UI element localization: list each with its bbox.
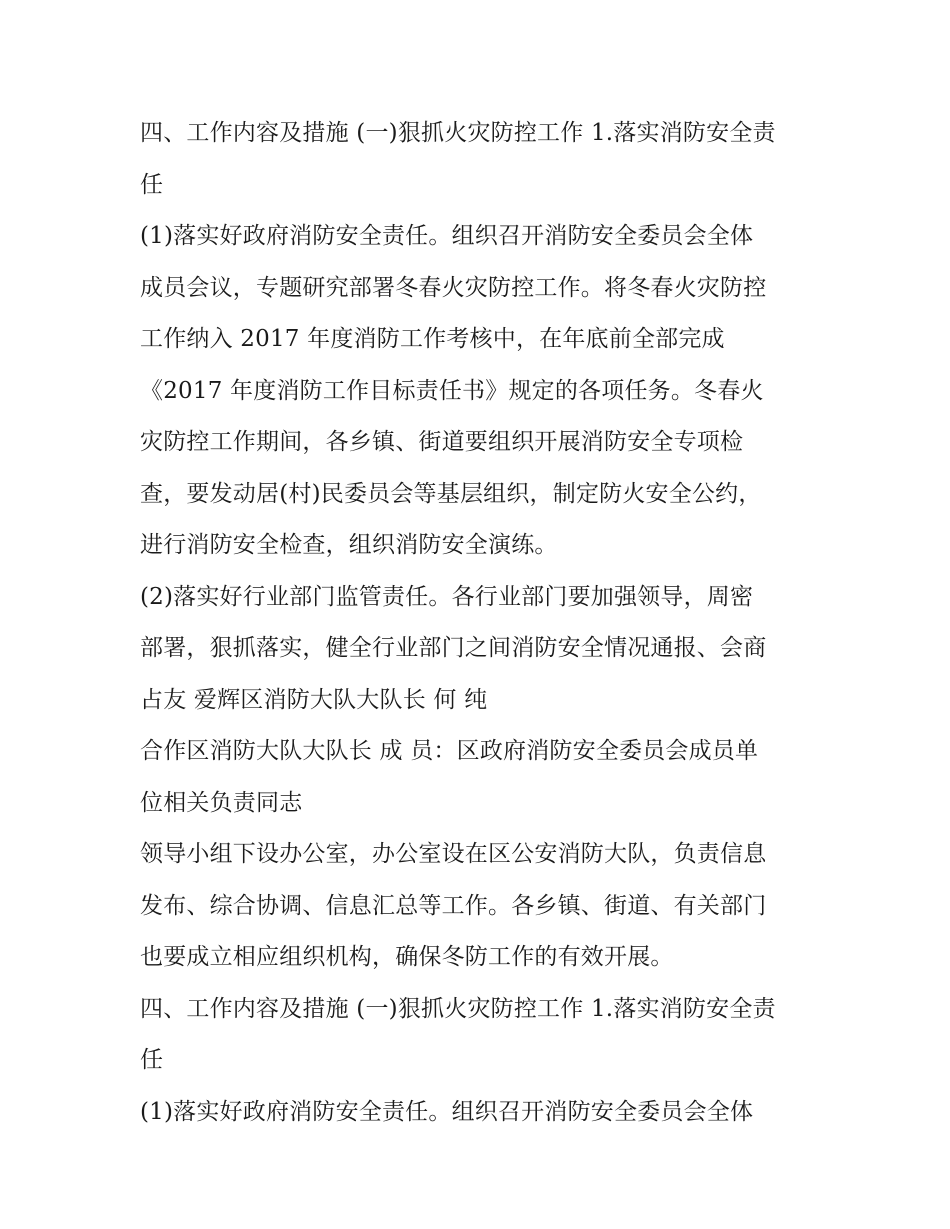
- text-line: 占友 爱辉区消防大队大队长 何 纯: [140, 686, 488, 713]
- text-line: 四、工作内容及措施 (一)狠抓火灾防控工作 1.落实消防安全责: [140, 995, 776, 1022]
- text-line: 领导小组下设办公室，办公室设在区公安消防大队，负责信息: [140, 841, 767, 867]
- text-line: 合作区消防大队大队长 成 员：区政府消防安全委员会成员单: [140, 738, 759, 764]
- text-line: 发布、综合协调、信息汇总等工作。各乡镇、街道、有关部门: [140, 892, 767, 919]
- text-line: 也要成立相应组织机构，确保冬防工作的有效开展。: [140, 944, 674, 970]
- text-line: 查，要发动居(村)民委员会等基层组织，制定防火安全公约，: [140, 480, 762, 507]
- text-line: (1)落实好政府消防安全责任。组织召开消防安全委员会全体: [140, 223, 754, 249]
- text-line: 位相关负责同志: [140, 789, 303, 816]
- text-line: (1)落实好政府消防安全责任。组织召开消防安全委员会全体: [140, 1098, 754, 1125]
- text-line: 工作纳入 2017 年度消防工作考核中，在年底前全部完成: [140, 326, 725, 352]
- text-line: 任: [140, 1047, 164, 1073]
- text-line: 灾防控工作期间，各乡镇、街道要组织开展消防安全专项检: [140, 429, 744, 455]
- text-line: (2)落实好行业部门监管责任。各行业部门要加强领导，周密: [140, 583, 754, 610]
- document-body: [140, 108, 820, 1138]
- text-line: 成员会议，专题研究部署冬春火灾防控工作。将冬春火灾防控: [140, 274, 767, 301]
- text-line: 任: [140, 171, 164, 198]
- text-line: 四、工作内容及措施 (一)狠抓火灾防控工作 1.落实消防安全责: [140, 120, 776, 146]
- text-line: 部署，狠抓落实，健全行业部门之间消防安全情况通报、会商: [140, 635, 767, 661]
- text-line: 《2017 年度消防工作目标责任书》规定的各项任务。冬春火: [140, 377, 764, 404]
- text-line: 进行消防安全检查，组织消防安全演练。: [140, 532, 558, 558]
